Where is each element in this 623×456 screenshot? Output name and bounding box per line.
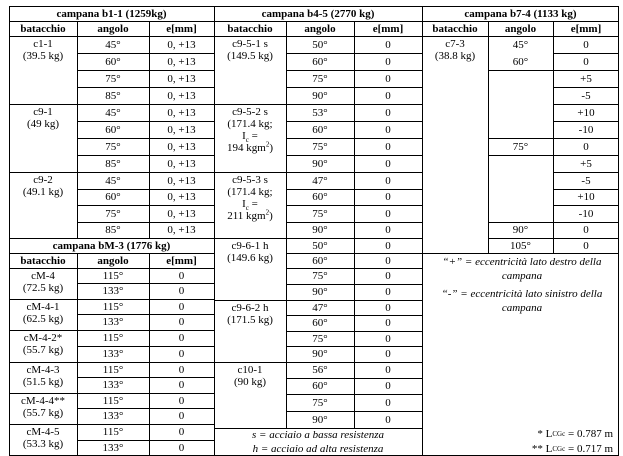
angle-cell: 115° [102, 394, 124, 407]
grid-line [77, 155, 215, 156]
grid-line [553, 53, 619, 54]
e-cell: 0 [178, 285, 185, 297]
angle-cell: 115° [102, 269, 124, 282]
grid-line [553, 205, 619, 206]
angle-cell: 115° [102, 426, 124, 438]
grid-line [9, 6, 10, 456]
e-cell: 0, +13 [167, 106, 196, 119]
clapper-c1-1: c1-1 (39.5 kg) [22, 38, 64, 62]
angle-cell: 45° [105, 174, 121, 187]
grid-line [77, 87, 215, 88]
e-cell: 0 [385, 89, 391, 102]
e-cell: 0 [385, 332, 391, 345]
e-cell: 0 [385, 380, 391, 392]
bM-3-col-batacchio: batacchio [20, 254, 66, 267]
e-cell: +5 [580, 157, 592, 170]
e-cell: 0 [178, 394, 185, 407]
b1-1-title: campana b1-1 (1259kg) [56, 7, 167, 20]
angle-cell: 75° [312, 332, 328, 345]
grid-line [9, 104, 215, 105]
e-cell: 0 [178, 332, 185, 344]
e-cell: 0 [178, 363, 185, 376]
angle-cell: 90° [312, 224, 328, 236]
angle-cell: 60° [105, 123, 121, 136]
grid-line [77, 70, 215, 71]
angle-cell: 75° [312, 140, 328, 153]
angle-cell: 47° [312, 301, 328, 314]
angle-cell: 90° [312, 157, 328, 170]
eccentricity-note-minus: “-” = eccentricità lato sinistro della campana [441, 288, 603, 314]
grid-line [77, 222, 215, 223]
e-cell: 0 [385, 106, 391, 119]
e-cell: 0 [583, 140, 589, 153]
e-cell: 0, +13 [167, 140, 196, 153]
grid-line [9, 253, 215, 254]
angle-cell: 115° [102, 332, 124, 344]
e-cell: 0, +13 [167, 174, 196, 187]
angle-cell: 90° [312, 413, 328, 426]
e-cell: -5 [581, 89, 591, 102]
b7-4-title: campana b7-4 (1133 kg) [464, 7, 577, 20]
e-cell: 0 [178, 379, 185, 391]
e-cell: +10 [577, 191, 595, 203]
grid-line [9, 424, 215, 425]
angle-cell: 60° [312, 55, 328, 68]
b7-4-col-angolo: angolo [504, 22, 537, 35]
e-cell: 0, +13 [167, 157, 196, 170]
grid-line [553, 87, 619, 88]
grid-line [77, 138, 215, 139]
grid-line [9, 21, 619, 22]
grid-line [214, 362, 423, 363]
e-cell: 0 [385, 38, 391, 51]
angle-cell: 60° [312, 191, 328, 203]
angle-cell: 75° [312, 270, 328, 282]
grid-line [9, 238, 215, 239]
lcg-note-1: * L CGc = 0.787 m [537, 427, 613, 440]
angle-cell: 56° [312, 364, 328, 376]
angle-cell: 133° [102, 348, 124, 360]
angle-cell: 90° [312, 286, 328, 298]
e-cell: 0, +13 [167, 72, 196, 85]
angle-cell: 75° [105, 140, 121, 153]
e-cell: 0 [385, 207, 391, 220]
clapper-c9-1: c9-1 (49 kg) [26, 106, 60, 130]
e-cell: 0 [178, 300, 185, 313]
angle-cell: 90° [312, 348, 328, 360]
e-cell: 0, +13 [167, 123, 196, 136]
eccentricity-note-plus: “+” = eccentricità lato destro della campana [442, 256, 602, 282]
steel-footnote-h: h = acciaio ad alta resistenza [252, 443, 384, 455]
b4-5-col-angolo: angolo [304, 22, 336, 35]
angle-cell: 60° [312, 317, 328, 329]
e-cell: 0, +13 [167, 191, 196, 203]
clapper-cM-4-4: cM-4-4** (55.7 kg) [21, 395, 65, 419]
angle-cell: 60° [312, 123, 328, 136]
angle-cell: 45° [105, 106, 121, 119]
e-cell: 0 [385, 123, 391, 136]
e-cell: 0 [583, 224, 589, 236]
angle-cell: 90° [312, 89, 328, 102]
grid-line [9, 393, 215, 394]
grid-line [77, 205, 215, 206]
e-cell: 0 [583, 239, 589, 252]
clapper-c10-1: c10-1 (90 kg) [233, 364, 267, 388]
e-cell: 0, +13 [167, 89, 196, 102]
e-cell: 0 [385, 174, 391, 187]
bM-3-title: campana bM-3 (1776 kg) [52, 239, 171, 252]
e-cell: 0 [178, 426, 185, 438]
e-cell: 0 [385, 55, 391, 68]
lcg-note-2: ** L CGc = 0.717 m [531, 442, 613, 455]
grid-line [77, 21, 78, 239]
grid-line [214, 172, 423, 173]
e-cell: 0 [583, 38, 589, 51]
grid-line [9, 172, 215, 173]
grid-line [214, 238, 423, 239]
angle-cell: 133° [102, 379, 124, 391]
grid-line [553, 155, 619, 156]
grid-line [9, 6, 619, 7]
b4-5-title: campana b4-5 (2770 kg) [261, 7, 375, 20]
grid-line [214, 104, 423, 105]
e-cell: 0 [385, 396, 391, 409]
angle-cell: 133° [102, 316, 124, 328]
grid-line [553, 172, 619, 173]
clapper-c9-5-3: c9-5-3 s (171.4 kg; $I_c$ = 211 kgm$^2$) [227, 174, 273, 222]
grid-line [214, 6, 215, 456]
angle-cell: 50° [312, 38, 328, 51]
e-cell: 0, +13 [167, 38, 196, 51]
angle-cell: 60° [312, 254, 328, 267]
e-cell: -10 [578, 123, 594, 136]
angle-cell: 75° [105, 72, 121, 85]
clapper-c9-6-1: c9-6-1 h (149.6 kg) [227, 240, 273, 264]
grid-line [9, 268, 215, 269]
e-cell: 0, +13 [167, 207, 196, 220]
grid-line [77, 408, 215, 409]
e-cell: 0 [583, 55, 589, 68]
clapper-c9-2: c9-2 (49.1 kg) [22, 174, 64, 198]
grid-line [77, 314, 215, 315]
grid-line [354, 21, 355, 429]
b4-5-col-batacchio: batacchio [227, 22, 273, 35]
e-cell: 0 [385, 413, 391, 426]
grid-line [77, 121, 215, 122]
angle-cell: 85° [105, 224, 121, 236]
clapper-c9-6-2: c9-6-2 h (171.5 kg) [227, 302, 273, 326]
angle-cell: 75° [312, 207, 328, 220]
e-cell: 0 [385, 191, 391, 203]
grid-line [9, 362, 215, 363]
grid-line [553, 104, 619, 105]
grid-line [488, 138, 554, 139]
grid-line [77, 53, 215, 54]
e-cell: 0 [385, 140, 391, 153]
clapper-cM-4-3: cM-4-3 (51.5 kg) [22, 364, 64, 388]
clapper-cM-4-5: cM-4-5 (53.3 kg) [22, 426, 64, 450]
grid-line [77, 253, 78, 456]
angle-cell: 45° [105, 38, 121, 51]
grid-line [553, 138, 619, 139]
grid-line [422, 253, 619, 254]
b7-4-col-batacchio: batacchio [432, 22, 478, 35]
e-cell: 0 [178, 316, 185, 328]
grid-line [77, 440, 215, 441]
angle-cell: 47° [312, 174, 328, 187]
clapper-cM-4: cM-4 (72.5 kg) [22, 270, 64, 294]
grid-line [286, 21, 287, 429]
e-cell: 0 [178, 269, 185, 282]
e-cell: 0 [385, 317, 391, 329]
angle-cell: 75° [105, 207, 121, 220]
b4-5-col-e: e[mm] [372, 22, 404, 35]
angle-cell: 60° [105, 191, 121, 203]
grid-line [488, 155, 554, 156]
angle-cell: 90° [512, 224, 529, 236]
grid-line [553, 121, 619, 122]
angle-cell: 45° [512, 38, 529, 51]
bM-3-col-angolo: angolo [97, 254, 129, 267]
e-cell: 0 [385, 286, 391, 298]
b1-1-col-angolo: angolo [97, 22, 129, 35]
e-cell: 0 [385, 254, 391, 267]
e-cell: 0 [385, 270, 391, 282]
e-cell: 0 [385, 364, 391, 376]
angle-cell: 60° [512, 55, 529, 68]
clapper-cM-4-2: cM-4-2* (55.7 kg) [22, 332, 64, 356]
e-cell: -5 [581, 174, 591, 187]
e-cell: 0 [178, 410, 185, 422]
b7-4-col-e: e[mm] [570, 22, 602, 35]
angle-cell: 115° [102, 363, 124, 376]
grid-line [553, 222, 619, 223]
e-cell: 0 [178, 442, 185, 454]
e-cell: 0 [385, 72, 391, 85]
clapper-c9-5-2: c9-5-2 s (171.4 kg; $I_c$ = 194 kgm$^2$) [227, 106, 273, 154]
angle-cell: 133° [102, 442, 124, 454]
b1-1-col-e: e[mm] [166, 22, 197, 35]
grid-line [214, 300, 423, 301]
grid-line [214, 428, 423, 429]
angle-cell: 60° [105, 55, 121, 68]
e-cell: 0 [385, 301, 391, 314]
angle-cell: 50° [312, 239, 328, 252]
grid-line [422, 6, 423, 456]
grid-line [77, 189, 215, 190]
e-cell: +10 [577, 106, 595, 119]
angle-cell: 75° [312, 72, 328, 85]
angle-cell: 115° [102, 300, 124, 313]
angle-cell: 133° [102, 410, 124, 422]
grid-line [618, 6, 619, 456]
grid-line [553, 70, 619, 71]
grid-line [488, 70, 554, 71]
e-cell: 0, +13 [167, 224, 196, 236]
angle-cell: 75° [512, 140, 529, 153]
grid-line [9, 36, 619, 37]
angle-cell: 133° [102, 285, 124, 297]
angle-cell: 53° [312, 106, 328, 119]
e-cell: +5 [580, 72, 592, 85]
e-cell: 0 [385, 157, 391, 170]
angle-cell: 85° [105, 157, 121, 170]
grid-line [77, 283, 215, 284]
bM-3-col-e: e[mm] [166, 254, 197, 267]
grid-line [77, 346, 215, 347]
e-cell: 0 [385, 348, 391, 360]
grid-line [488, 238, 619, 239]
e-cell: 0, +13 [167, 55, 196, 68]
grid-line [9, 299, 215, 300]
angle-cell: 75° [312, 396, 328, 409]
clapper-c9-5-1: c9-5-1 s (149.5 kg) [227, 38, 273, 62]
clapper-cM-4-1: cM-4-1 (62.5 kg) [22, 301, 64, 325]
grid-line [488, 222, 554, 223]
e-cell: -10 [578, 207, 594, 220]
angle-cell: 105° [510, 239, 531, 252]
angle-cell: 85° [105, 89, 121, 102]
e-cell: 0 [385, 239, 391, 252]
b1-1-col-batacchio: batacchio [20, 22, 66, 35]
steel-footnote-s: s = acciaio a bassa resistenza [252, 429, 384, 441]
bell-clapper-table [9, 6, 619, 455]
grid-line [9, 330, 215, 331]
clapper-c7-3: c7-3 (38.8 kg) [434, 38, 476, 62]
grid-line [149, 253, 150, 456]
grid-line [149, 21, 150, 239]
grid-line [77, 377, 215, 378]
e-cell: 0 [178, 348, 185, 360]
grid-line [553, 189, 619, 190]
angle-cell: 60° [312, 380, 328, 392]
e-cell: 0 [385, 224, 391, 236]
